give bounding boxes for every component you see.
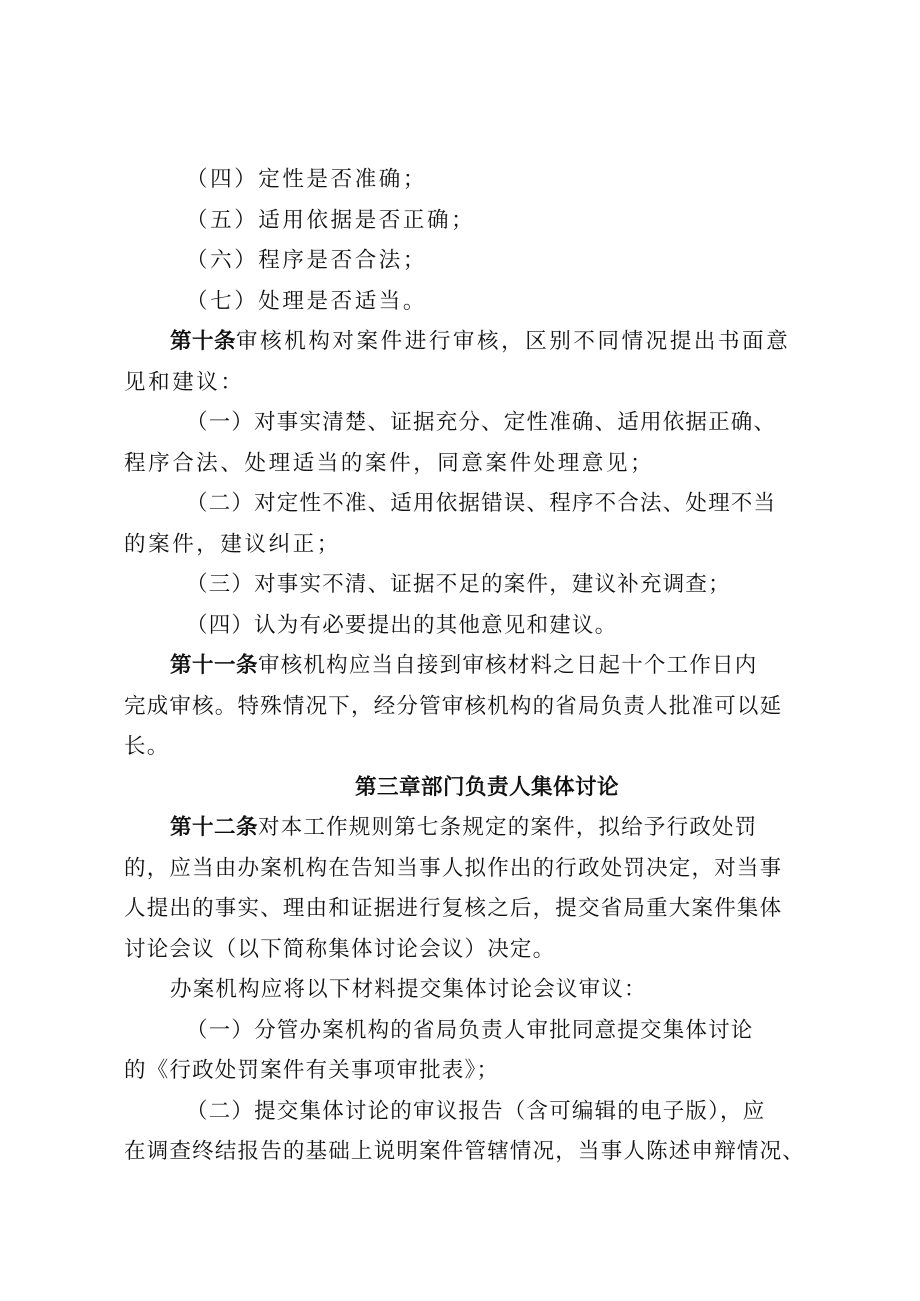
article-11-line-2: 完成审核。特殊情况下，经分管审核机构的省局负责人批准可以延 (124, 693, 783, 719)
opinion-item-2-line-1: （二）对定性不准、适用依据错误、程序不合法、处理不当 (186, 491, 777, 516)
material-item-1-line-1: （一）分管办案机构的省局负责人审批同意提交集体讨论 (186, 1017, 754, 1043)
article-11-line-3: 长。 (124, 734, 170, 759)
review-item-4: （四）定性是否准确； (186, 167, 428, 192)
article-12-label: 第十二条 (170, 815, 259, 840)
article-12-line-2: 的，应当由办案机构在告知当事人拟作出的行政处罚决定，对当事 (124, 855, 783, 881)
article-12-line-3: 人提出的事实、理由和证据进行复核之后，提交省局重大案件集体 (124, 896, 783, 921)
article-11-line-1: 第十一条审核机构应当自接到审核材料之日起十个工作日内 (170, 653, 758, 678)
review-item-7: （七）处理是否适当。 (186, 288, 428, 314)
article-11-label: 第十一条 (170, 653, 259, 678)
opinion-item-1-line-1: （一）对事实清楚、证据充分、定性准确、适用依据正确、 (186, 410, 777, 435)
article-10-line-2: 见和建议： (124, 369, 245, 395)
opinion-item-4: （四）认为有必要提出的其他意见和建议。 (186, 612, 618, 638)
materials-intro: 办案机构应将以下材料提交集体讨论会议审议： (170, 977, 647, 1002)
article-10-line-1: 第十条审核机构对案件进行审核，区别不同情况提出书面意 (170, 329, 791, 354)
review-item-5: （五）适用依据是否正确； (186, 207, 476, 233)
opinion-item-3: （三）对事实不清、证据不足的案件，建议补充调查； (186, 572, 731, 597)
material-item-2-line-2: 在调查终结报告的基础上说明案件管辖情况，当事人陈述申辩情况、 (124, 1139, 806, 1164)
opinion-item-1-line-2: 程序合法、处理适当的案件，同意案件处理意见； (124, 450, 655, 476)
review-item-6: （六）程序是否合法； (186, 248, 428, 273)
article-12-line-1: 第十二条对本工作规则第七条规定的案件，拟给予行政处罚 (170, 815, 758, 840)
chapter-3-heading: 第三章部门负责人集体讨论 (354, 774, 619, 800)
opinion-item-2-line-2: 的案件，建议纠正； (124, 531, 341, 557)
article-12-line-4: 讨论会议（以下简称集体讨论会议）决定。 (124, 936, 556, 962)
document-page (124, 160, 804, 1173)
article-10-label: 第十条 (170, 329, 237, 354)
material-item-2-line-1: （二）提交集体讨论的审议报告（含可编辑的电子版），应 (186, 1098, 766, 1124)
material-item-1-line-2: 的《行政处罚案件有关事项审批表》； (124, 1058, 500, 1083)
